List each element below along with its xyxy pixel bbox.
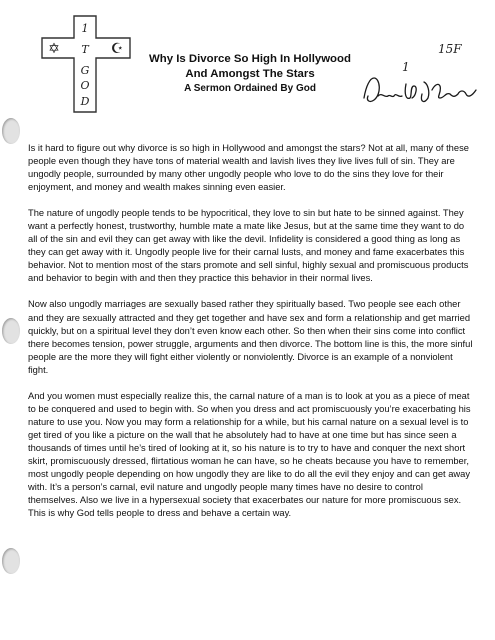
title-block bbox=[132, 52, 368, 96]
signature bbox=[360, 68, 480, 110]
paragraph: Is it hard to figure out why divorce is so high in Hollywood and amongst the stars? Not at all, many of these people even though they have tons of material wealth and lavish lives they live lives full of sin. They are ungodly people, surrounded by many other ungodly people who love to do the sins they love for their enjoyment, and money and wealth makes sinning even easier. bbox=[28, 143, 469, 193]
star-of-david-icon: ✡ bbox=[48, 41, 60, 57]
paragraph: Now also ungodly marriages are sexually based rather they spiritually based. Two people see each other and they are sexually attracted and they get together and have sex and form a relationship and get married quickly, but on a spiritual level they don’t even know each other. So then when their sins come into conflict there becomes tension, power struggle, arguments and then divorce. The bottom line is this, the more sinful people are the more they will fight either violently or nonviolently. Divorce is an example of a nonviolent fight. bbox=[28, 299, 473, 375]
paragraph: The nature of ungodly people tends to be hypocritical, they love to sin but hate to be sinned against. They want a perfectly honest, trustworthy, humble mate a mate like Jesus, but at the same time they want to do all of the sin and evil they can get away with like the devil. Infidelity is considered a good thing as long as they can get away with it. Ungodly people live for their carnal lusts, and money and fame exacerbates this behavior. Not to mention most of the stars promote and sell sinful, highly sexual and promiscuous products and behavior to begin with and then they practice this behavior in their normal lives. bbox=[28, 208, 469, 284]
cross-letter-t: T bbox=[81, 43, 89, 56]
cross-letter-1: 1 bbox=[81, 22, 89, 35]
document-subtitle: A Sermon Ordained By God bbox=[184, 83, 316, 94]
cross-letter-d: D bbox=[80, 95, 90, 108]
binder-hole-bottom bbox=[2, 548, 20, 574]
binder-hole-top bbox=[2, 118, 20, 144]
handwritten-number: 1 bbox=[402, 60, 410, 74]
cross-letter-g: G bbox=[80, 64, 90, 77]
cross-letter-o: O bbox=[80, 79, 90, 92]
page-number: 15F bbox=[438, 42, 462, 56]
document-title-line1: Why Is Divorce So High In Hollywood bbox=[149, 53, 351, 65]
crescent-star-icon: ☪ bbox=[110, 41, 124, 57]
paragraph: And you women must especially realize this, the carnal nature of a man is to look at you as a piece of meat to be conquered and used to begin with. So when you dress and act promiscuously you’re exacerbating his nature to use you. Now you may form a relationship for a while, but his carnal nature on a sexual level is to get tired of you like a picture on the wall that he absolutely had to have at one time but has since seen a thousands of times until he’s tired of looking at it, so his nature is to try to have and conquer the next short skirt, promiscuously dressed, flirtatious woman he can have, so he cheats because you have to remember, most ungodly people depending on how ungodly they are like to do all the evil they enjoy and can get away with. It’s a person’s carnal, evil nature and ungodly people many times have no desire to control themselves. Also we live in a hypersexual society that exacerbates our nature for more promiscuous sex. This is why God tells people to dress and behave a certain way. bbox=[28, 390, 471, 519]
sermon-body bbox=[28, 142, 474, 533]
document-title-line2: And Amongst The Stars bbox=[185, 68, 315, 80]
binder-hole-middle bbox=[2, 318, 20, 344]
cross-logo bbox=[38, 14, 134, 114]
